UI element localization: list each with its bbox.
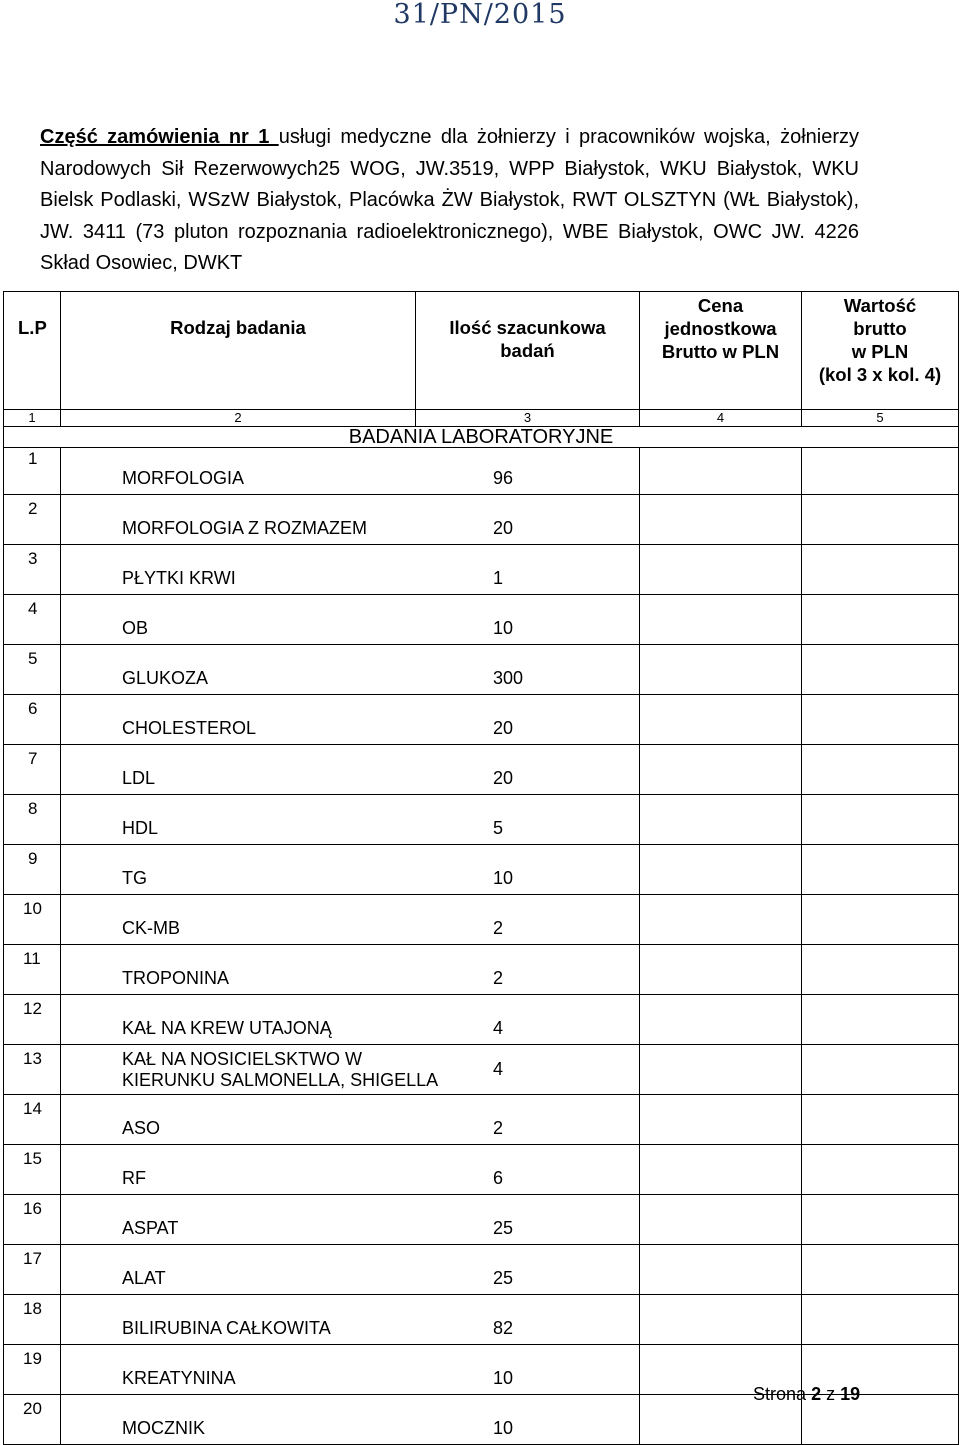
- row-test-name: CK-MB: [122, 918, 180, 938]
- row-test-name: KREATYNINA: [122, 1368, 236, 1388]
- row-unit-price-cell: [640, 545, 802, 595]
- table-header-row: [4, 292, 959, 410]
- row-test-name: ASO: [122, 1118, 161, 1138]
- column-number: 5: [802, 410, 959, 427]
- row-unit-price-cell: [640, 448, 802, 495]
- row-unit-price-cell: [640, 1045, 802, 1095]
- row-quantity: 25: [493, 1268, 514, 1288]
- row-test-name: OB: [122, 618, 149, 638]
- row-number: 16: [4, 1195, 61, 1245]
- row-test-cell: [61, 695, 640, 745]
- row-number: 7: [4, 745, 61, 795]
- header-gross-value-line2: brutto: [853, 318, 907, 339]
- row-gross-value-cell: [802, 795, 959, 845]
- table-row: [4, 1145, 959, 1195]
- row-quantity: 20: [493, 718, 514, 738]
- row-test-cell: [61, 595, 640, 645]
- row-test-cell: [61, 1345, 640, 1395]
- page-label: Strona: [753, 1384, 807, 1404]
- header-unit-price-line1: Cena: [697, 295, 744, 316]
- row-test-cell: [61, 1095, 640, 1145]
- row-unit-price-cell: [640, 995, 802, 1045]
- row-test-content: [61, 1095, 639, 1144]
- row-unit-price-cell: [640, 745, 802, 795]
- row-test-content: [61, 945, 639, 994]
- row-number: 19: [4, 1345, 61, 1395]
- page-separator: z: [826, 1384, 836, 1404]
- table-row: [4, 1095, 959, 1145]
- row-gross-value-cell: [802, 1245, 959, 1295]
- row-number: 2: [4, 495, 61, 545]
- row-number: 12: [4, 995, 61, 1045]
- header-unit-price-line2: jednostkowa: [664, 318, 777, 339]
- row-gross-value-cell: [802, 495, 959, 545]
- row-gross-value-cell: [802, 995, 959, 1045]
- row-test-content: [61, 1045, 639, 1094]
- page-number: 2: [811, 1384, 822, 1404]
- row-quantity: 2: [493, 968, 504, 988]
- row-gross-value-cell: [802, 695, 959, 745]
- row-test-content: [61, 1395, 639, 1444]
- row-test-cell: [61, 945, 640, 995]
- row-gross-value-cell: [802, 945, 959, 995]
- row-test-cell: [61, 795, 640, 845]
- row-number: 14: [4, 1095, 61, 1145]
- row-quantity: 1: [493, 568, 504, 588]
- header-gross-value-line3: w PLN: [851, 341, 909, 362]
- row-gross-value-cell: [802, 1095, 959, 1145]
- row-number: 13: [4, 1045, 61, 1095]
- row-number: 9: [4, 845, 61, 895]
- row-unit-price-cell: [640, 1095, 802, 1145]
- row-unit-price-cell: [640, 895, 802, 945]
- row-test-cell: [61, 448, 640, 495]
- table-row: [4, 448, 959, 495]
- row-test-cell: [61, 1295, 640, 1345]
- row-quantity: 2: [493, 918, 504, 938]
- row-gross-value-cell: [802, 448, 959, 495]
- row-gross-value-cell: [802, 545, 959, 595]
- header-unit-price-line3: Brutto w PLN: [661, 341, 780, 362]
- document-number: 31/PN/2015: [393, 0, 567, 30]
- row-test-name: ALAT: [122, 1268, 166, 1288]
- row-test-name: MORFOLOGIA: [122, 468, 245, 488]
- table-row: [4, 995, 959, 1045]
- row-test-name: ASPAT: [122, 1218, 179, 1238]
- row-unit-price-cell: [640, 1195, 802, 1245]
- column-number: 4: [640, 410, 802, 427]
- table-row: [4, 945, 959, 995]
- row-test-name: LDL: [122, 768, 156, 788]
- row-number: 11: [4, 945, 61, 995]
- table-row: [4, 895, 959, 945]
- row-test-content: [61, 495, 639, 544]
- row-test-name: BILIRUBINA CAŁKOWITA: [122, 1318, 331, 1338]
- section-row: [4, 427, 959, 448]
- row-quantity: 5: [493, 818, 504, 838]
- row-number: 5: [4, 645, 61, 695]
- row-gross-value-cell: [802, 1145, 959, 1195]
- row-quantity: 2: [493, 1118, 504, 1138]
- table-row: [4, 845, 959, 895]
- table-row: [4, 795, 959, 845]
- row-quantity: 300: [493, 668, 524, 688]
- row-test-name: KAŁ NA KREW UTAJONĄ: [122, 1018, 332, 1038]
- row-test-cell: [61, 1245, 640, 1295]
- row-test-name: MOCZNIK: [122, 1418, 205, 1438]
- row-number: 20: [4, 1395, 61, 1445]
- page-total: 19: [840, 1384, 861, 1404]
- row-number: 6: [4, 695, 61, 745]
- table-row: [4, 1245, 959, 1295]
- table-row: [4, 745, 959, 795]
- row-unit-price-cell: [640, 495, 802, 545]
- row-test-content: [61, 1245, 639, 1294]
- row-test-content: [61, 845, 639, 894]
- section-title: BADANIA LABORATORYJNE: [4, 427, 959, 448]
- row-test-cell: [61, 1395, 640, 1445]
- row-unit-price-cell: [640, 1145, 802, 1195]
- row-test-content: [61, 895, 639, 944]
- table-row: [4, 645, 959, 695]
- row-test-content: [61, 645, 639, 694]
- row-test-content: [61, 1345, 639, 1394]
- row-quantity: 4: [493, 1059, 504, 1079]
- row-gross-value-cell: [802, 895, 959, 945]
- row-test-name: CHOLESTEROL: [122, 718, 257, 738]
- row-unit-price-cell: [640, 595, 802, 645]
- row-test-content: [61, 545, 639, 594]
- row-unit-price-cell: [640, 795, 802, 845]
- row-test-cell: [61, 845, 640, 895]
- header-quantity-line1: Ilość szacunkowa: [449, 317, 606, 338]
- row-unit-price-cell: [640, 845, 802, 895]
- row-gross-value-cell: [802, 645, 959, 695]
- row-unit-price-cell: [640, 1295, 802, 1345]
- column-number: 2: [61, 410, 416, 427]
- row-quantity: 82: [493, 1318, 514, 1338]
- row-number: 4: [4, 595, 61, 645]
- lab-tests-table: [3, 291, 959, 1445]
- table-row: [4, 695, 959, 745]
- header-gross-value-line1: Wartość: [843, 295, 917, 316]
- row-gross-value-cell: [802, 745, 959, 795]
- row-test-content: [61, 745, 639, 794]
- header-test-type: Rodzaj badania: [61, 292, 416, 410]
- row-test-content: [61, 1295, 639, 1344]
- header-quantity: [416, 292, 640, 410]
- row-gross-value-cell: [802, 1295, 959, 1345]
- table-row: [4, 595, 959, 645]
- row-number: 17: [4, 1245, 61, 1295]
- order-part-title: Część zamówienia nr 1: [40, 126, 279, 148]
- row-number: 1: [4, 448, 61, 495]
- row-number: 15: [4, 1145, 61, 1195]
- row-test-cell: [61, 495, 640, 545]
- row-test-cell: [61, 745, 640, 795]
- row-unit-price-cell: [640, 1245, 802, 1295]
- table-body: [4, 448, 959, 1445]
- table-row: [4, 1195, 959, 1245]
- row-test-name-line1: KAŁ NA NOSICIELSKTWO W: [122, 1048, 363, 1069]
- header-gross-value: [802, 292, 959, 410]
- row-test-name: RF: [122, 1168, 146, 1188]
- row-test-cell: [61, 645, 640, 695]
- row-quantity: 10: [493, 1418, 514, 1438]
- column-number-row: [4, 410, 959, 427]
- table-row: [4, 1295, 959, 1345]
- header-gross-value-line4: (kol 3 x kol. 4): [818, 364, 942, 385]
- row-quantity: 10: [493, 1368, 514, 1388]
- row-quantity: 6: [493, 1168, 504, 1188]
- row-test-content: [61, 695, 639, 744]
- row-test-content: [61, 995, 639, 1044]
- row-test-cell: [61, 995, 640, 1045]
- table-row: [4, 495, 959, 545]
- row-gross-value-cell: [802, 595, 959, 645]
- row-unit-price-cell: [640, 645, 802, 695]
- row-test-cell: [61, 1195, 640, 1245]
- row-test-cell: [61, 1145, 640, 1195]
- header-quantity-line2: badań: [500, 340, 555, 361]
- row-quantity: 96: [493, 468, 514, 488]
- row-quantity: 25: [493, 1218, 514, 1238]
- row-test-name: [61, 1049, 438, 1091]
- row-test-name-line2: KIERUNKU SALMONELLA, SHIGELLA: [122, 1069, 439, 1090]
- order-part-description: [40, 122, 859, 280]
- row-test-name: TROPONINA: [122, 968, 230, 988]
- column-number: 1: [4, 410, 61, 427]
- row-unit-price-cell: [640, 695, 802, 745]
- row-test-content: [61, 1195, 639, 1244]
- row-test-content: [61, 1145, 639, 1194]
- row-quantity: 4: [493, 1018, 504, 1038]
- row-test-name: TG: [122, 868, 147, 888]
- row-quantity: 20: [493, 768, 514, 788]
- row-test-content: [61, 448, 639, 494]
- row-test-name: MORFOLOGIA Z ROZMAZEM: [122, 518, 368, 538]
- table-row: [4, 1045, 959, 1095]
- row-test-name: HDL: [122, 818, 159, 838]
- row-gross-value-cell: [802, 1045, 959, 1095]
- header-lp: L.P: [4, 292, 61, 410]
- row-quantity: 20: [493, 518, 514, 538]
- row-test-content: [61, 795, 639, 844]
- order-part-text: usługi medyczne dla żołnierzy i pracowników wojska, żołnierzy Narodowych Sił Rezerwowych25 WOG, JW.3519, WPP Białystok, WKU Białystok, WKU Bielsk Podlaski, WSzW Białystok, Placówka ŻW Białystok, RWT OLSZTYN (WŁ Białystok), JW. 3411 (73 pluton rozpoznania radioelektronicznego), WBE Białystok, OWC JW. 4226 Skład Osowiec, DWKT: [40, 126, 859, 274]
- row-test-cell: [61, 545, 640, 595]
- table-row: [4, 545, 959, 595]
- row-test-cell: [61, 895, 640, 945]
- row-number: 8: [4, 795, 61, 845]
- column-number: 3: [416, 410, 640, 427]
- row-test-name: PŁYTKI KRWI: [122, 568, 236, 588]
- row-test-name: GLUKOZA: [122, 668, 209, 688]
- row-gross-value-cell: [802, 1195, 959, 1245]
- header-unit-price: [640, 292, 802, 410]
- row-number: 18: [4, 1295, 61, 1345]
- row-number: 3: [4, 545, 61, 595]
- row-unit-price-cell: [640, 945, 802, 995]
- row-quantity: 10: [493, 618, 514, 638]
- row-quantity: 10: [493, 868, 514, 888]
- page-footer: [753, 1384, 860, 1404]
- row-gross-value-cell: [802, 845, 959, 895]
- row-test-content: [61, 595, 639, 644]
- row-test-cell: [61, 1045, 640, 1095]
- row-number: 10: [4, 895, 61, 945]
